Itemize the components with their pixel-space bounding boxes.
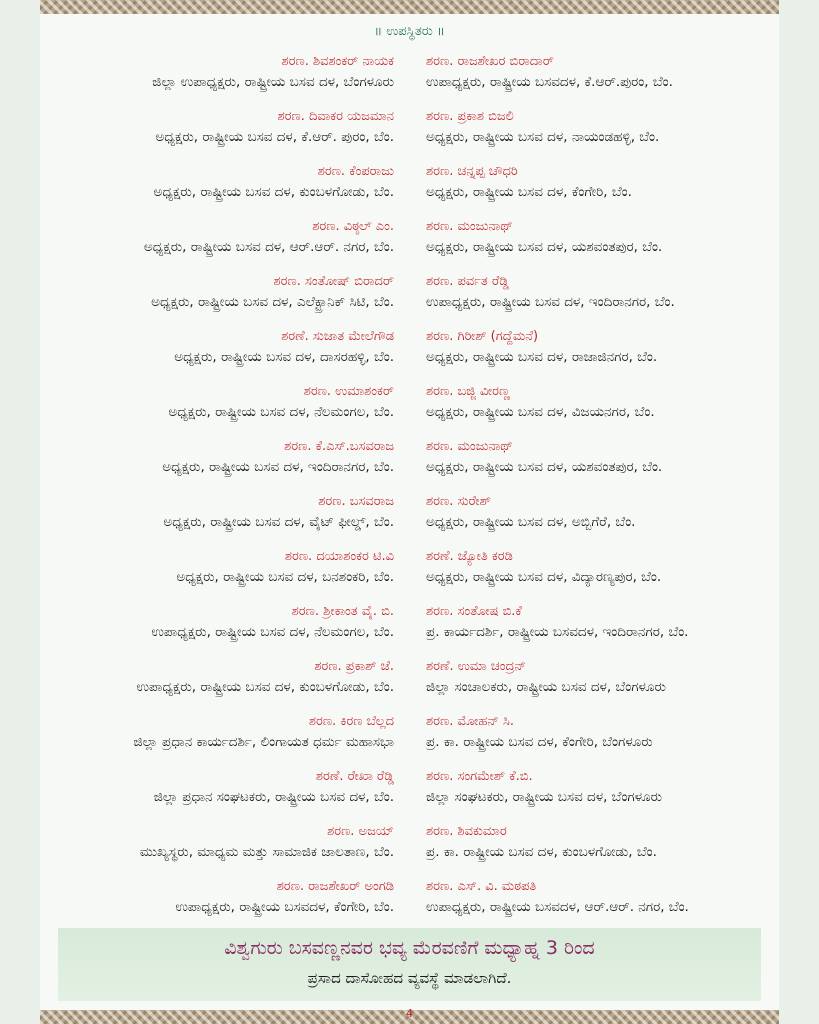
entry-row xyxy=(40,712,779,767)
document-page xyxy=(40,0,779,1024)
left-attendee xyxy=(40,877,394,918)
attendee-role: ಜಿಲ್ಲಾ ಪ್ರಧಾನ ಕಾರ್ಯದರ್ಶಿ, ಲಿಂಗಾಯತ ಧರ್ಮ ಮಹಾಸಭಾ xyxy=(133,734,394,750)
left-attendee xyxy=(40,712,394,753)
attendee-name: ಶರಣೆ. ಉಮಾ ಚಂದ್ರನ್ xyxy=(426,659,526,674)
attendee-role: ಜಿಲ್ಲಾ ಸಂಘಟಕರು, ರಾಷ್ಟ್ರೀಯ ಬಸವ ದಳ, ಬೆಂಗಳೂರು xyxy=(426,789,663,805)
attendee-name: ಶರಣ. ಬಸವರಾಜ xyxy=(318,494,394,509)
attendee-role: ಅಧ್ಯಕ್ಷರು, ರಾಷ್ಟ್ರೀಯ ಬಸವ ದಳ, ಕುಂಬಳಗೋಡು, ಬೆಂ. xyxy=(153,184,394,200)
entry-row xyxy=(40,162,779,217)
right-attendee xyxy=(426,547,779,588)
entry-row xyxy=(40,492,779,547)
entry-row xyxy=(40,437,779,492)
announcement-box xyxy=(58,928,761,1001)
attendee-role: ಅಧ್ಯಕ್ಷರು, ರಾಷ್ಟ್ರೀಯ ಬಸವ ದಳ, ಆರ್.ಆರ್. ನಗರ, ಬೆಂ. xyxy=(143,239,394,255)
announcement-subtitle: ಪ್ರಸಾದ ದಾಸೋಹದ ವ್ಯವಸ್ಥೆ ಮಾಡಲಾಗಿದೆ. xyxy=(307,969,512,987)
left-attendee xyxy=(40,547,394,588)
attendee-name: ಶರಣ. ಬಜ್ಜಿ ವೀರಣ್ಣ xyxy=(426,384,511,399)
attendee-role: ಅಧ್ಯಕ್ಷರು, ರಾಷ್ಟ್ರೀಯ ಬಸವ ದಳ, ದಾಸರಹಳ್ಳಿ, ಬೆಂ. xyxy=(174,349,394,365)
right-attendee xyxy=(426,822,779,863)
right-attendee xyxy=(426,437,779,478)
left-attendee xyxy=(40,272,394,313)
attendee-name: ಶರಣ. ಗಿರೀಶ್ (ಗದ್ದೆಮನೆ) xyxy=(426,329,539,344)
right-attendee xyxy=(426,602,779,643)
attendee-role: ಉಪಾಧ್ಯಕ್ಷರು, ರಾಷ್ಟ್ರೀಯ ಬಸವ ದಳ, ಕುಂಬಳಗೋಡು, ಬೆಂ. xyxy=(136,679,394,695)
entry-row xyxy=(40,107,779,162)
attendee-name: ಶರಣ. ಪ್ರಕಾಶ ಬಿಜಲಿ xyxy=(426,109,514,124)
left-attendee xyxy=(40,492,394,533)
attendee-name: ಶರಣ. ಚನ್ನಪ್ಪ ಚೌಧರಿ xyxy=(426,164,518,179)
entry-row xyxy=(40,767,779,822)
attendee-role: ಅಧ್ಯಕ್ಷರು, ರಾಷ್ಟ್ರೀಯ ಬಸವ ದಳ, ವಿದ್ಯಾರಣ್ಯಪುರ, ಬೆಂ. xyxy=(426,569,662,585)
left-attendee xyxy=(40,382,394,423)
attendee-name: ಶರಣ. ಪರ್ವತ ರೆಡ್ಡಿ xyxy=(426,274,509,289)
attendee-name: ಶರಣ. ದಿವಾಕರ ಯಜಮಾನ xyxy=(277,109,394,124)
attendee-name: ಶರಣ. ಶ್ರೀಕಾಂತ ವೈ. ಬಿ. xyxy=(291,604,394,619)
entry-row xyxy=(40,877,779,932)
attendee-role: ಪ್ರ. ಕಾ. ರಾಷ್ಟ್ರೀಯ ಬಸವ ದಳ, ಕೆಂಗೇರಿ, ಬೆಂಗಳೂರು xyxy=(426,734,653,750)
right-attendee xyxy=(426,272,779,313)
attendee-name: ಶರಣ. ಮಂಜುನಾಥ್ xyxy=(426,439,513,454)
entry-row xyxy=(40,327,779,382)
attendee-role: ಅಧ್ಯಕ್ಷರು, ರಾಷ್ಟ್ರೀಯ ಬಸವ ದಳ, ವಿಜಯನಗರ, ಬೆಂ. xyxy=(426,404,655,420)
attendee-role: ಜಿಲ್ಲಾ ಪ್ರಧಾನ ಸಂಘಟಕರು, ರಾಷ್ಟ್ರೀಯ ಬಸವ ದಳ, ಬೆಂ. xyxy=(153,789,394,805)
right-attendee xyxy=(426,712,779,753)
attendees-list xyxy=(40,52,779,932)
entry-row xyxy=(40,52,779,107)
attendee-name: ಶರಣ. ಅಜಯ್ xyxy=(327,824,394,839)
attendee-name: ಶರಣ. ಪ್ರಕಾಶ್ ಜೆ. xyxy=(314,659,394,674)
attendee-role: ಅಧ್ಯಕ್ಷರು, ರಾಷ್ಟ್ರೀಯ ಬಸವ ದಳ, ಯಶವಂತಪುರ, ಬೆಂ. xyxy=(426,459,663,475)
attendee-name: ಶರಣ. ಕೆ.ಎಸ್.ಬಸವರಾಜ xyxy=(284,439,394,454)
entry-row xyxy=(40,217,779,272)
attendee-name: ಶರಣ. ವಿಠ್ಠಲ್ ಎಂ. xyxy=(312,219,394,234)
attendee-name: ಶರಣೆ. ಸುಜಾತ ಮೇಲೆಗೌಡ xyxy=(281,329,394,344)
attendee-name: ಶರಣ. ಸಂತೋಷ ಬಿ.ಕೆ xyxy=(426,604,522,619)
left-attendee xyxy=(40,162,394,203)
attendee-name: ಶರಣ. ಕಿರಣ ಬೆಲ್ಲದ xyxy=(308,714,394,729)
attendee-name: ಶರಣ. ಸಂಗಮೇಶ್ ಕೆ.ಬಿ. xyxy=(426,769,533,784)
attendee-name: ಶರಣ. ಕೆಂಪರಾಜು xyxy=(317,164,394,179)
attendee-role: ಅಧ್ಯಕ್ಷರು, ರಾಷ್ಟ್ರೀಯ ಬಸವ ದಳ, ಕೆ.ಆರ್. ಪುರಂ, ಬೆಂ. xyxy=(155,129,394,145)
entry-row xyxy=(40,602,779,657)
attendee-name: ಶರಣ. ದಯಾಶಂಕರ ಟಿ.ವಿ xyxy=(284,549,394,564)
right-attendee xyxy=(426,162,779,203)
attendee-name: ಶರಣೆ. ಜ್ಯೋತಿ ಕರಡಿ xyxy=(426,549,513,564)
attendee-role: ಅಧ್ಯಕ್ಷರು, ರಾಷ್ಟ್ರೀಯ ಬಸವ ದಳ, ವೈಟ್ ಫೀಲ್ಡ್, ಬೆಂ. xyxy=(163,514,394,530)
attendee-name: ಶರಣ. ಸುರೇಶ್ xyxy=(426,494,491,509)
left-attendee xyxy=(40,327,394,368)
announcement-title: ವಿಶ್ವಗುರು ಬಸವಣ್ಣನವರ ಭವ್ಯ ಮೆರವಣಿಗೆ ಮಧ್ಯಾಹ್ನ 3 ರಿಂದ xyxy=(224,937,595,959)
attendee-name: ಶರಣ. ಉಮಾಶಂಕರ್ xyxy=(303,384,394,399)
attendee-name: ಶರಣ. ರಾಜಶೇಖರ್ ಅಂಗಡಿ xyxy=(276,879,394,894)
attendee-role: ಅಧ್ಯಕ್ಷರು, ರಾಷ್ಟ್ರೀಯ ಬಸವ ದಳ, ಯಶವಂತಪುರ, ಬೆಂ. xyxy=(426,239,663,255)
attendee-role: ಜಿಲ್ಲಾ ಸಂಚಾಲಕರು, ರಾಷ್ಟ್ರೀಯ ಬಸವ ದಳ, ಬೆಂಗಳೂರು xyxy=(426,679,666,695)
right-attendee xyxy=(426,107,779,148)
left-attendee xyxy=(40,437,394,478)
left-attendee xyxy=(40,822,394,863)
right-attendee xyxy=(426,657,779,698)
attendee-name: ಶರಣ. ಮಂಜುನಾಥ್ xyxy=(426,219,513,234)
right-attendee xyxy=(426,382,779,423)
attendee-role: ಅಧ್ಯಕ್ಷರು, ರಾಷ್ಟ್ರೀಯ ಬಸವ ದಳ, ಇಂದಿರಾನಗರ, ಬೆಂ. xyxy=(162,459,394,475)
attendee-name: ಶರಣ. ರಾಜಶೇಖರ ಬಿರಾದಾರ್ xyxy=(426,54,554,69)
entry-row xyxy=(40,272,779,327)
right-attendee xyxy=(426,52,779,93)
attendee-role: ಅಧ್ಯಕ್ಷರು, ರಾಷ್ಟ್ರೀಯ ಬಸವ ದಳ, ಬನಶಂಕರಿ, ಬೆಂ. xyxy=(176,569,394,585)
left-attendee xyxy=(40,602,394,643)
attendee-role: ಅಧ್ಯಕ್ಷರು, ರಾಷ್ಟ್ರೀಯ ಬಸವ ದಳ, ನಾಯಂಡಹಳ್ಳಿ, ಬೆಂ. xyxy=(426,129,660,145)
attendee-name: ಶರಣ. ಸಂತೋಷ್ ಬಿರಾದರ್ xyxy=(273,274,394,289)
attendee-name: ಶರಣ. ಶಿವಕುಮಾರ xyxy=(426,824,507,839)
attendee-role: ಮುಖ್ಯಸ್ಥರು, ಮಾಧ್ಯಮ ಮತ್ತು ಸಾಮಾಜಿಕ ಜಾಲತಾಣ, ಬೆಂ. xyxy=(139,844,394,860)
attendee-role: ಅಧ್ಯಕ್ಷರು, ರಾಷ್ಟ್ರೀಯ ಬಸವ ದಳ, ಅಬ್ಬಿಗೆರೆ, ಬೆಂ. xyxy=(426,514,636,530)
attendee-role: ಪ್ರ. ಕಾ. ರಾಷ್ಟ್ರೀಯ ಬಸವ ದಳ, ಕುಂಬಳಗೋಡು, ಬೆಂ. xyxy=(426,844,657,860)
entry-row xyxy=(40,822,779,877)
entry-row xyxy=(40,382,779,437)
left-attendee xyxy=(40,107,394,148)
right-attendee xyxy=(426,767,779,808)
attendee-role: ಉಪಾಧ್ಯಕ್ಷರು, ರಾಷ್ಟ್ರೀಯ ಬಸವದಳ, ಆರ್.ಆರ್. ನಗರ, ಬೆಂ. xyxy=(426,899,689,915)
right-attendee xyxy=(426,877,779,918)
attendee-role: ಪ್ರ. ಕಾರ್ಯದರ್ಶಿ, ರಾಷ್ಟ್ರೀಯ ಬಸವದಳ, ಇಂದಿರಾನಗರ, ಬೆಂ. xyxy=(426,624,689,640)
attendee-role: ಉಪಾಧ್ಯಕ್ಷರು, ರಾಷ್ಟ್ರೀಯ ಬಸವ ದಳ, ಇಂದಿರಾನಗರ, ಬೆಂ. xyxy=(426,294,675,310)
entry-row xyxy=(40,657,779,712)
attendee-role: ಉಪಾಧ್ಯಕ್ಷರು, ರಾಷ್ಟ್ರೀಯ ಬಸವದಳ, ಕೆಂಗೇರಿ, ಬೆಂ. xyxy=(175,899,394,915)
attendee-name: ಶರಣ. ಶಿವಶಂಕರ್ ನಾಯಕ xyxy=(281,54,394,69)
attendee-name: ಶರಣೆ. ರೇಖಾ ರೆಡ್ಡಿ xyxy=(315,769,394,784)
entry-row xyxy=(40,547,779,602)
left-attendee xyxy=(40,52,394,93)
attendee-name: ಶರಣ. ಮೋಹನ್ ಸಿ. xyxy=(426,714,515,729)
section-heading: ॥ ಉಪಸ್ಥಿತರು ॥ xyxy=(374,24,445,39)
attendee-role: ಅಧ್ಯಕ್ಷರು, ರಾಷ್ಟ್ರೀಯ ಬಸವ ದಳ, ರಾಜಾಜಿನಗರ, ಬೆಂ. xyxy=(426,349,658,365)
left-attendee xyxy=(40,767,394,808)
attendee-role: ಜಿಲ್ಲಾ ಉಪಾಧ್ಯಕ್ಷರು, ರಾಷ್ಟ್ರೀಯ ಬಸವ ದಳ, ಬೆಂಗಳೂರು xyxy=(152,74,394,90)
attendee-name: ಶರಣ. ಎಸ್. ವಿ. ಮಠಪತಿ xyxy=(426,879,537,894)
attendee-role: ಉಪಾಧ್ಯಕ್ಷರು, ರಾಷ್ಟ್ರೀಯ ಬಸವದಳ, ಕೆ.ಆರ್.ಪುರಂ, ಬೆಂ. xyxy=(426,74,673,90)
decorative-border-top xyxy=(40,0,779,14)
left-attendee xyxy=(40,657,394,698)
page-number: 4 xyxy=(406,1007,413,1020)
attendee-role: ಅಧ್ಯಕ್ಷರು, ರಾಷ್ಟ್ರೀಯ ಬಸವ ದಳ, ನೆಲಮಂಗಲ, ಬೆಂ. xyxy=(168,404,394,420)
attendee-role: ಉಪಾಧ್ಯಕ್ಷರು, ರಾಷ್ಟ್ರೀಯ ಬಸವ ದಳ, ನೆಲಮಂಗಲ, ಬೆಂ. xyxy=(151,624,394,640)
attendee-role: ಅಧ್ಯಕ್ಷರು, ರಾಷ್ಟ್ರೀಯ ಬಸವ ದಳ, ಎಲೆಕ್ಟ್ರಾನಿಕ್ ಸಿಟಿ, ಬೆಂ. xyxy=(151,294,394,310)
attendee-role: ಅಧ್ಯಕ್ಷರು, ರಾಷ್ಟ್ರೀಯ ಬಸವ ದಳ, ಕೆಂಗೇರಿ, ಬೆಂ. xyxy=(426,184,632,200)
right-attendee xyxy=(426,217,779,258)
right-attendee xyxy=(426,327,779,368)
right-attendee xyxy=(426,492,779,533)
left-attendee xyxy=(40,217,394,258)
